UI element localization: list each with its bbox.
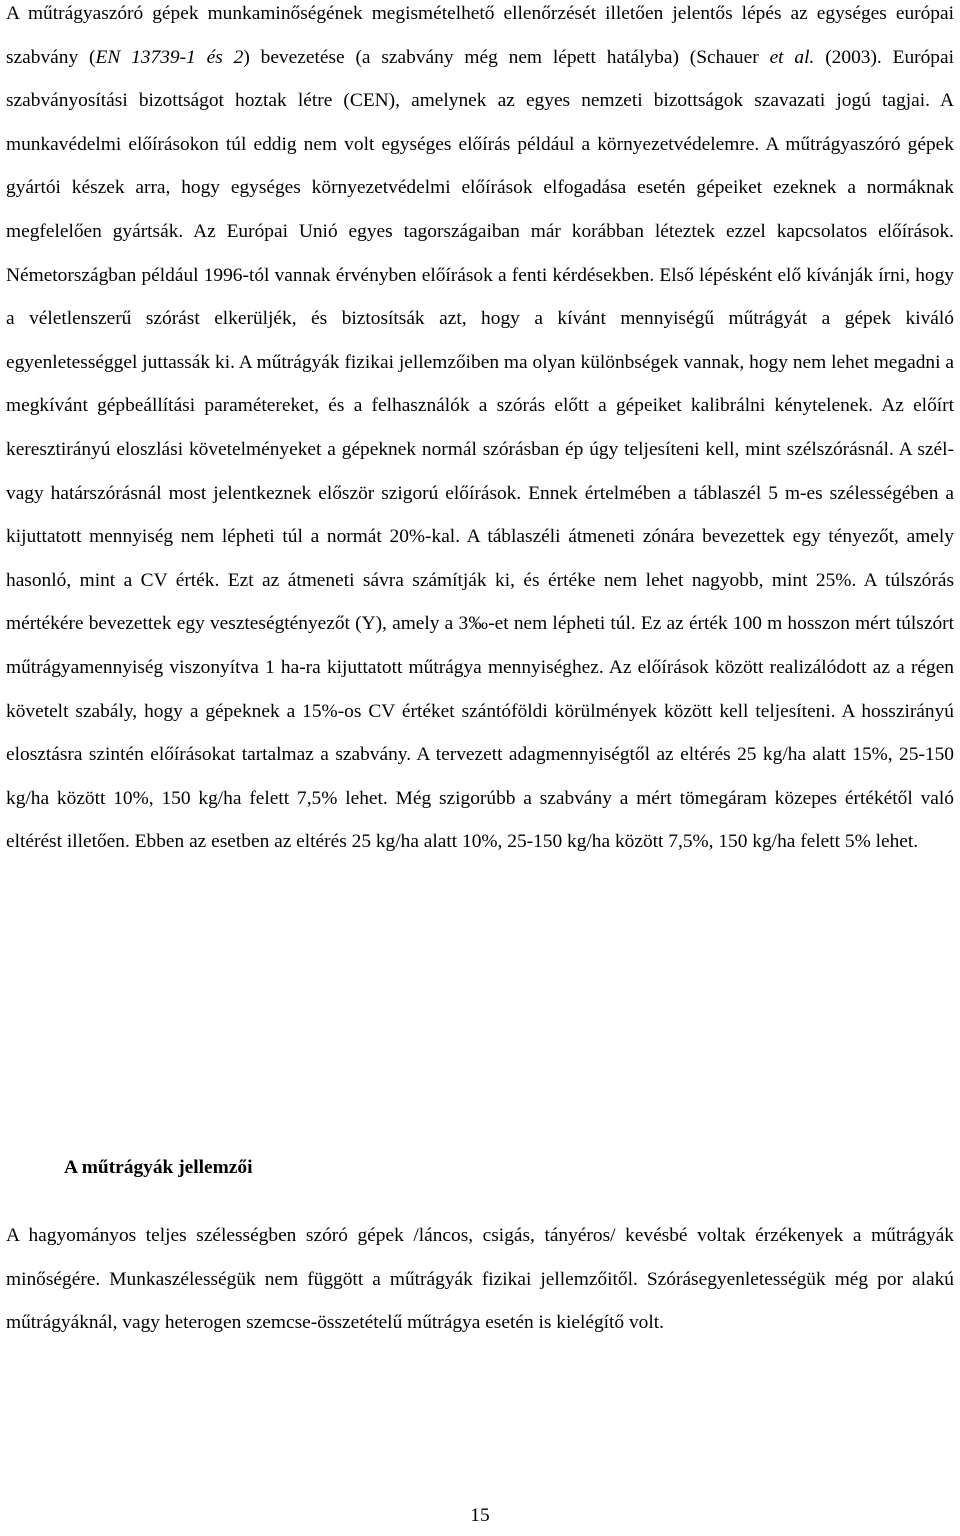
text-segment-italic: et al. (769, 46, 815, 68)
text-segment: ) bevezetése (a szabvány még nem lépett hatályba) (Schauer (243, 46, 770, 68)
document-page (6, 0, 954, 1525)
text-segment-italic: EN 13739-1 és 2 (95, 46, 244, 68)
text-segment: (2003). Európai szabványosítási bizottságot hoztak létre (CEN), amelynek az egyes nemzeti bizottságok szavazati jogú tagjai. A munkavédelmi előírásokon túl eddig nem volt egységes előírás például a környezetvédelemre. A műtrágyaszóró gépek gyártói készek arra, hogy egységes környezetvédelmi előírások elfogadása esetén gépeiket ezeknek a normáknak megfelelően gyártsák. Az Európai Unió egyes tagországaiban már korábban léteztek ezzel kapcsolatos előírások. Németországban például 1996-tól vannak érvényben előírások a fenti kérdésekben. Első lépésként elő kívánják írni, hogy a véletlenszerű szórást elkerüljék, és biztosítsák azt, hogy a kívánt mennyiségű műtrágyát a gépek kiváló egyenletességgel juttassák ki. A műtrágyák fizikai jellemzőiben ma olyan különbségek vannak, hogy nem lehet megadni a megkívánt gépbeállítási paramétereket, és a felhasználók a szórás előtt a gépeiket kalibrálni kénytelenek. Az előírt keresztirányú eloszlási követelményeket a gépeknek normál szórásban ép úgy teljesíteni kell, mint szélszórásnál. A szél- vagy határszórásnál most jelentkeznek először szigorú előírások. Ennek értelmében a táblaszél 5 m-es szélességében a kijuttatott mennyiség nem lépheti túl a normát 20%-kal. A táblaszéli átmeneti zónára bevezettek egy tényezőt, amely hasonló, mint a CV érték. Ezt az átmeneti sávra számítják ki, és értéke nem lehet nagyobb, mint 25%. A túlszórás mértékére bevezettek egy veszteségtényezőt (Y), amely a 3‰-et nem lépheti túl. Ez az érték 100 m hosszon mért túlszórt műtrágyamennyiség viszonyítva 1 ha-ra kijuttatott műtrágya mennyiséghez. Az előírások között realizálódott az a régen követelt szabály, hogy a gépeknek a 15%-os CV értéket szántóföldi körülmények között kell teljesíteni. A hosszirányú elosztásra szintén előírásokat tartalmaz a szabvány. A tervezett adagmennyiségtől az eltérés 25 kg/ha alatt 15%, 25-150 kg/ha között 10%, 150 kg/ha felett 7,5% lehet. Még szigorúbb a szabvány a mért tömegáram közepes értékétől való eltérést illetően. Ebben az esetben az eltérés 25 kg/ha alatt 10%, 25-150 kg/ha között 7,5%, 150 kg/ha felett 5% lehet. (6, 46, 955, 853)
page-number: 15 (470, 1505, 490, 1526)
section-heading: A műtrágyák jellemzői (64, 1157, 253, 1178)
paragraph-body-2: A hagyományos teljes szélességben szóró gépek /láncos, csigás, tányéros/ kevésbé voltak érzékenyek a műtrágyák minőségére. Munkaszélességük nem függött a műtrágyák fizikai jellemzőitől. Szórásegyenletességük még por alakú műtrágyáknál, vagy heterogen szemcse-összetételű műtrágya esetén is kielégítő volt. (6, 1225, 954, 1334)
text-segment: A műtrágyaszóró gépek munkaminőségének megismételhető ellenőrzését illetően jelentős lépés az egységes európai szabvány ( (6, 3, 954, 68)
paragraph-body-1 (6, 0, 954, 864)
